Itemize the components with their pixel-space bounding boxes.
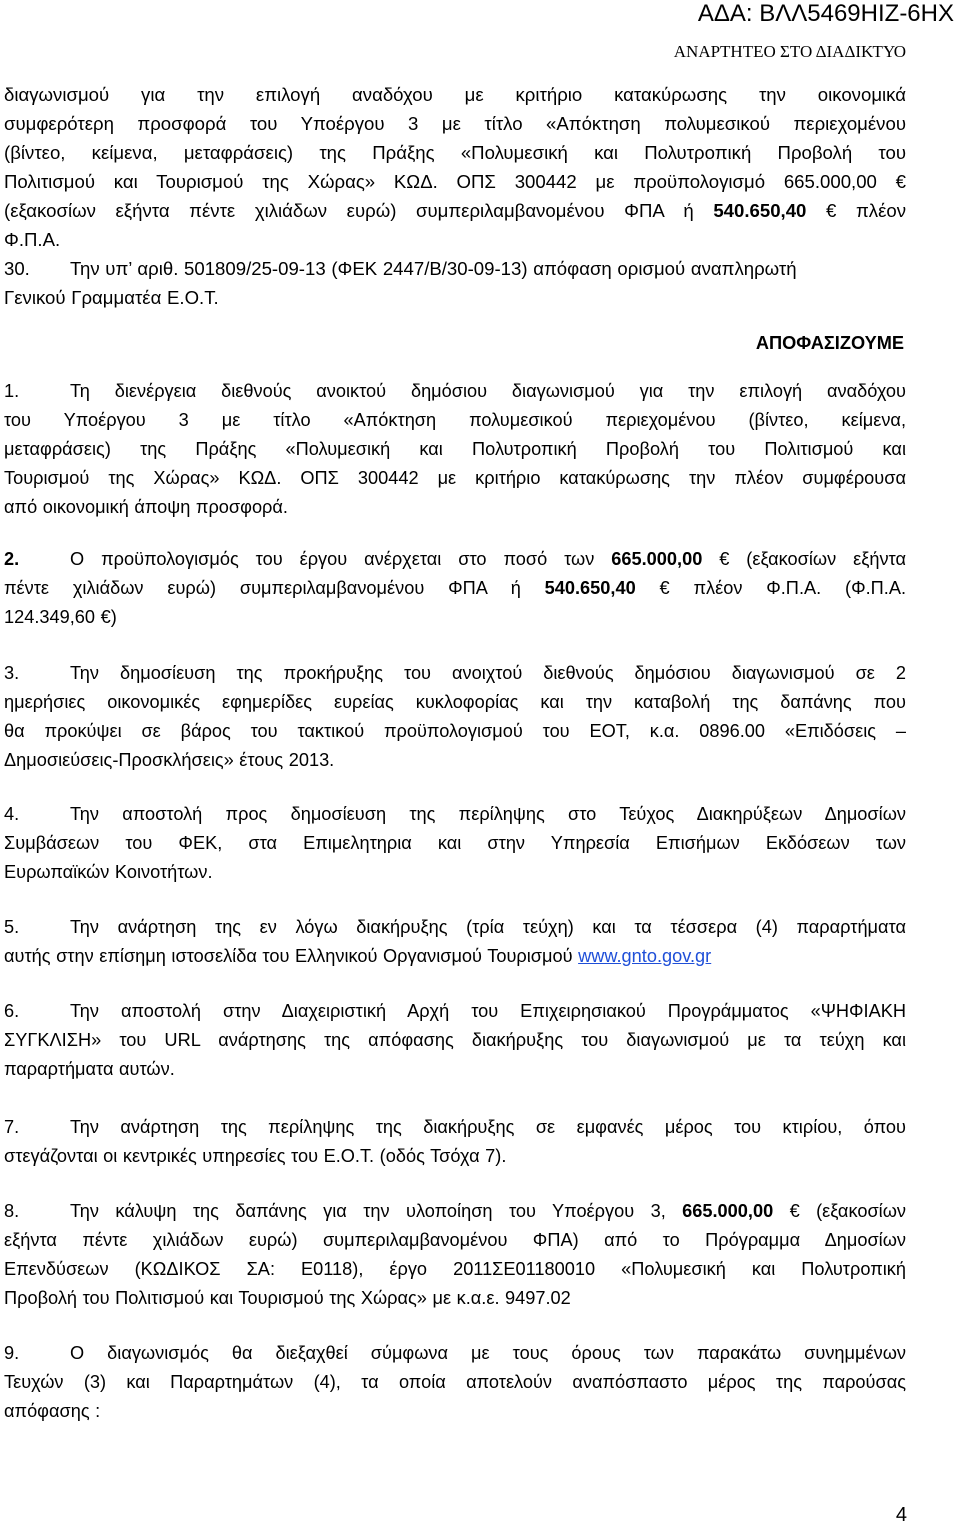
decision-6: 6. Την αποστολή στην Διαχειριστική Αρχή του Επιχειρησιακού Προγράμματος «ΨΗΦΙΑΚΗ ΣΥΓΚΛΙΣΗ» του URL ανάρτησης της απόφασης διακήρυξης του διαγωνισμού με τα τεύχη και παραρτήματα αυτών.: [4, 1001, 906, 1079]
publication-note: ΑΝΑΡΤΗΤΕΟ ΣΤΟ ΔΙΑΔΙΚΤΥΟ: [673, 42, 906, 61]
page-number: 4: [895, 1504, 907, 1526]
intro-paragraph: διαγωνισμού για την επιλογή αναδόχου με κριτήριο κατακύρωσης την οικονομικά συμφερότερη προσφορά του Υποέργου 3 με τίτλο «Απόκτηση πολυμεσικού περιεχομένου (βίντεο, κείμενα, μεταφράσεις) της Πράξης «Πολυμεσική και Πολυτροπική Προβολή του Πολιτισμού και Τουρισμού της Χώρας» ΚΩΔ. ΟΠΣ 300442 με προϋπολογισμό 665.000,00 € (εξακοσίων εξήντα πέντε χιλιάδων ευρώ) συμπεριλαμβανομένου ΦΠΑ ή 540.650,40 € πλέον Φ.Π.Α. 30. Την υπ’ αριθ. 501809/25-09-13 (ΦΕΚ 2447/Β/30-09-13) απόφαση ορισμού αναπληρωτή Γενικού Γραμματέα Ε.Ο.Τ.: [4, 84, 907, 308]
item-30: 30. Την υπ’ αριθ. 501809/25-09-13 (ΦΕΚ 2447/Β/30-09-13) απόφαση ορισμού αναπληρωτή: [4, 258, 797, 279]
decision-8: 8. Την κάλυψη της δαπάνης για την υλοποίηση του Υποέργου 3, 665.000,00 € (εξακοσίων εξήντα πέντε χιλιάδων ευρώ) συμπεριλαμβανομένου ΦΠΑ) από το Πρόγραμμα Δημοσίων Επενδύσεων (ΚΩΔΙΚΟΣ ΣΑ: Ε0118), έργο 2011ΣΕ01180010 «Πολυμεσική και Πολυτροπική Προβολή του Πολιτισμού και Τουρισμού της Χώρας» με κ.α.ε. 9497.02: [4, 1201, 906, 1308]
decision-3: 3. Την δημοσίευση της προκήρυξης του ανοιχτού διεθνούς δημόσιου διαγωνισμού σε 2 ημερήσιες οικονομικές εφημερίδες ευρείας κυκλοφορίας και την καταβολή της δαπάνης που θα προκύψει σε βάρος του τακτικού προϋπολογισμού του ΕΟΤ, κ.α. 0896.00 «Επιδόσεις – Δημοσιεύσεις-Προσκλήσεις» έτους 2013.: [4, 663, 906, 770]
decision-4: 4. Την αποστολή προς δημοσίευση της περίληψης στο Τεύχος Διακηρύξεων Δημοσίων Συμβάσεων του ΦΕΚ, στα Επιμελητηρια και στην Υπηρεσία Επισήμων Εκδόσεων των Ευρωπαϊκών Κοινοτήτων.: [4, 804, 906, 882]
gnto-website-link[interactable]: www.gnto.gov.gr: [578, 946, 712, 966]
decision-5: 5. Την ανάρτηση της εν λόγω διακήρυξης (τρία τεύχη) και τα τέσσερα (4) παραρτήματα αυτής στην επίσημη ιστοσελίδα του Ελληνικού Οργανισμού Τουρισμού www.gnto.gov.gr: [4, 917, 906, 966]
decision-7: 7. Την ανάρτηση της περίληψης της διακήρυξης σε εμφανές μέρος του κτιρίου, όπου στεγάζονται οι κεντρικές υπηρεσίες του Ε.Ο.Τ. (οδός Τσόχα 7).: [4, 1117, 906, 1166]
ada-code: ΑΔΑ: ΒΛΛ5469ΗΙΖ-6ΗΧ: [697, 0, 954, 27]
decision-heading: ΑΠΟΦΑΣΙΖΟΥΜΕ: [755, 333, 904, 353]
decision-9: 9. Ο διαγωνισμός θα διεξαχθεί σύμφωνα με τους όρους των παρακάτω συνημμένων Τευχών (3) και Παραρτημάτων (4), τα οποία αποτελούν αναπόσπαστο μέρος της παρούσας απόφασης :: [4, 1343, 906, 1421]
decision-2: 2. Ο προϋπολογισμός του έργου ανέρχεται στο ποσό των 665.000,00 € (εξακοσίων εξήντα πέντε χιλιάδων ευρώ) συμπεριλαμβανομένου ΦΠΑ ή 540.650,40 € πλέον Φ.Π.Α. (Φ.Π.Α. 124.349,60 €): [4, 549, 907, 627]
decision-1: 1. Τη διενέργεια διεθνούς ανοικτού δημόσιου διαγωνισμού για την επιλογή αναδόχου του Υποέργου 3 με τίτλο «Απόκτηση πολυμεσικού περιεχομένου (βίντεο, κείμενα, μεταφράσεις) της Πράξης «Πολυμεσική και Πολυτροπική Προβολή του Πολιτισμού και Τουρισμού της Χώρας» ΚΩΔ. ΟΠΣ 300442 με κριτήριο κατακύρωσης την πλέον συμφέρουσα από οικονομική άποψη προσφορά.: [4, 381, 906, 517]
